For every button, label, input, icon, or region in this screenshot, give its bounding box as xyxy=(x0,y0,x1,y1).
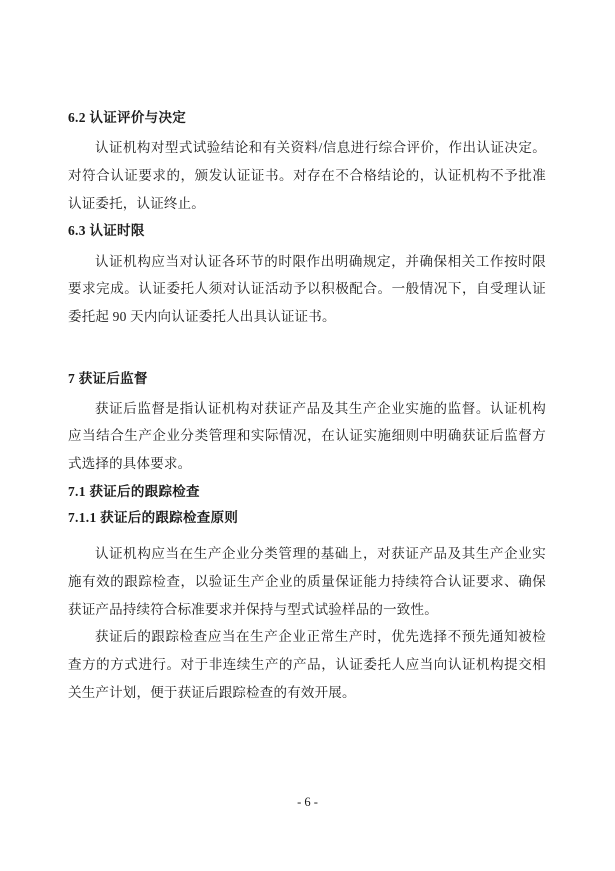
section-heading-7-1: 7.1 获证后的跟踪检查 xyxy=(68,483,200,499)
paragraph-6-3: 认证机构应当对认证各环节的时限作出明确规定，并确保相关工作按时限要求完成。认证委托人须对认证活动予以积极配合。一般情况下，自受理认证委托起 90 天内向认证委托人出具认证证书。 xyxy=(68,253,546,324)
section-heading-6-3: 6.3 认证时限 xyxy=(68,223,145,239)
document-body xyxy=(68,108,546,706)
section-heading-7-1-1: 7.1.1 获证后的跟踪检查原则 xyxy=(68,510,239,526)
page-number: - 6 - xyxy=(297,795,318,809)
spacer xyxy=(68,530,546,540)
section-heading-6-2: 6.2 认证评价与决定 xyxy=(68,110,187,125)
paragraph-7-1-1-a: 认证机构应当在生产企业分类管理的基础上，对获证产品及其生产企业实施有效的跟踪检查，以验证生产企业的质量保证能力持续符合认证要求、确保获证产品持续符合标准要求并保持与型式试验样品的一致性。 xyxy=(68,546,546,617)
paragraph-7: 获证后监督是指认证机构对获证产品及其生产企业实施的监督。认证机构应当结合生产企业分类管理和实际情况，在认证实施细则中明确获证后监督方式选择的具体要求。 xyxy=(68,400,546,472)
spacer xyxy=(68,331,546,351)
section-heading-7: 7 获证后监督 xyxy=(68,370,148,386)
paragraph-7-1-1-b: 获证后的跟踪检查应当在生产企业正常生产时，优先选择不预先通知被检查方的方式进行。对于非连续生产的产品，认证委托人应当向认证机构提交相关生产计划，便于获证后跟踪检查的有效开展。 xyxy=(68,629,546,700)
paragraph-6-2: 认证机构对型式试验结论和有关资料/信息进行综合评价，作出认证决定。对符合认证要求的，颁发认证证书。对存在不合格结论的，认证机构不予批准认证委托，认证终止。 xyxy=(68,140,546,211)
